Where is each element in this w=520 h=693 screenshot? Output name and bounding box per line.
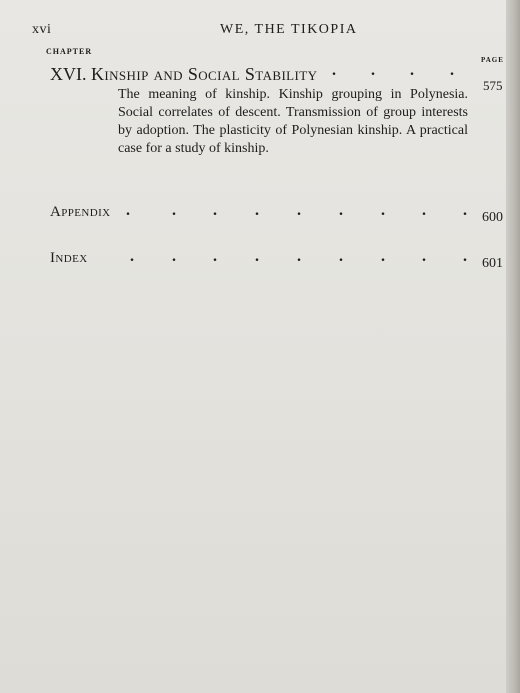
leader-dots: . . . . (332, 62, 454, 79)
chapter-numeral: XVI. (50, 64, 87, 84)
running-title: WE, THE TIKOPIA (220, 22, 358, 37)
chapter-column-label: CHAPTER (46, 47, 93, 56)
leader-dots: . . . . . . . . . (126, 202, 467, 219)
index-title: Index (50, 250, 88, 266)
book-spine-shadow (506, 0, 520, 693)
chapter-title: Kinship and Social Stability (91, 64, 318, 84)
page-number: 600 (482, 210, 503, 225)
page-folio: xvi (32, 22, 52, 37)
appendix-title: Appendix (50, 204, 111, 220)
page-column-label: PAGE (481, 56, 504, 64)
chapter-summary (118, 86, 468, 158)
page-number: 575 (483, 78, 503, 93)
leader-dots: . . . . . . . . . (130, 248, 467, 265)
page-number: 601 (482, 256, 503, 271)
chapter-summary-text: The meaning of kinship. Kinship grouping in Polynesia. Social correlates of descent. Transmission of group interests by adoption. The plasticity of Polynesian kinship. A practical case for a study of kinship. (118, 87, 468, 156)
